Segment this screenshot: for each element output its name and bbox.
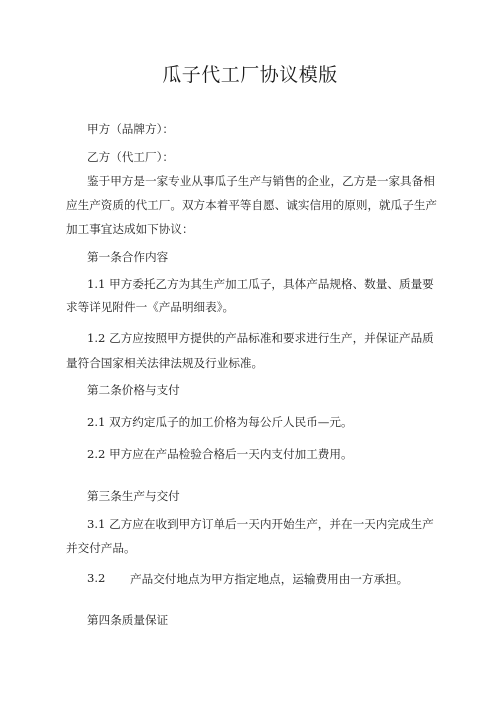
clause-2-2: 2.2 甲方应在产品检验合格后一天内支付加工费用。 xyxy=(87,447,353,461)
preamble-line-1: 鉴于甲方是一家专业从事瓜子生产与销售的企业，乙方是一家具备相 xyxy=(87,174,435,188)
clause-3-2-text: 产品交付地点为甲方指定地点，运输费用由一方承担。 xyxy=(130,572,409,586)
clause-3-1-line-2: 并交付产品。 xyxy=(66,541,136,555)
party-a-line: 甲方（品牌方）： xyxy=(87,122,174,136)
article-1-heading: 第一条合作内容 xyxy=(87,250,169,264)
party-b-line: 乙方（代工厂）： xyxy=(87,150,174,164)
clause-1-1-line-1: 1.1 甲方委托乙方为其生产加工瓜子，具体产品规格、数量、质量要 xyxy=(87,277,434,291)
clause-3-2-number: 3.2 xyxy=(87,571,106,585)
document-title: 瓜子代工厂协议模版 xyxy=(162,64,338,86)
article-2-heading: 第二条价格与支付 xyxy=(87,383,180,397)
preamble-line-2: 应生产资质的代工厂。双方本着平等自愿、诚实信用的原则，就瓜子生产 xyxy=(66,198,438,212)
article-4-heading: 第四条质量保证 xyxy=(87,613,169,627)
article-3-heading: 第三条生产与交付 xyxy=(87,489,180,503)
clause-1-2-line-1: 1.2 乙方应按照甲方提供的产品标准和要求进行生产，并保证产品质 xyxy=(87,331,434,345)
clause-1-2-line-2: 量符合国家相关法律法规及行业标准。 xyxy=(66,356,264,370)
clause-1-1-line-2: 求等详见附件一《产品明细表》。 xyxy=(66,300,235,314)
clause-2-1: 2.1 双方约定瓜子的加工价格为每公斤人民币—元。 xyxy=(87,415,353,429)
clause-3-1-line-1: 3.1 乙方应在收到甲方订单后一天内开始生产，并在一天内完成生产 xyxy=(87,517,434,531)
preamble-line-3: 加工事宜达成如下协议： xyxy=(66,222,194,236)
